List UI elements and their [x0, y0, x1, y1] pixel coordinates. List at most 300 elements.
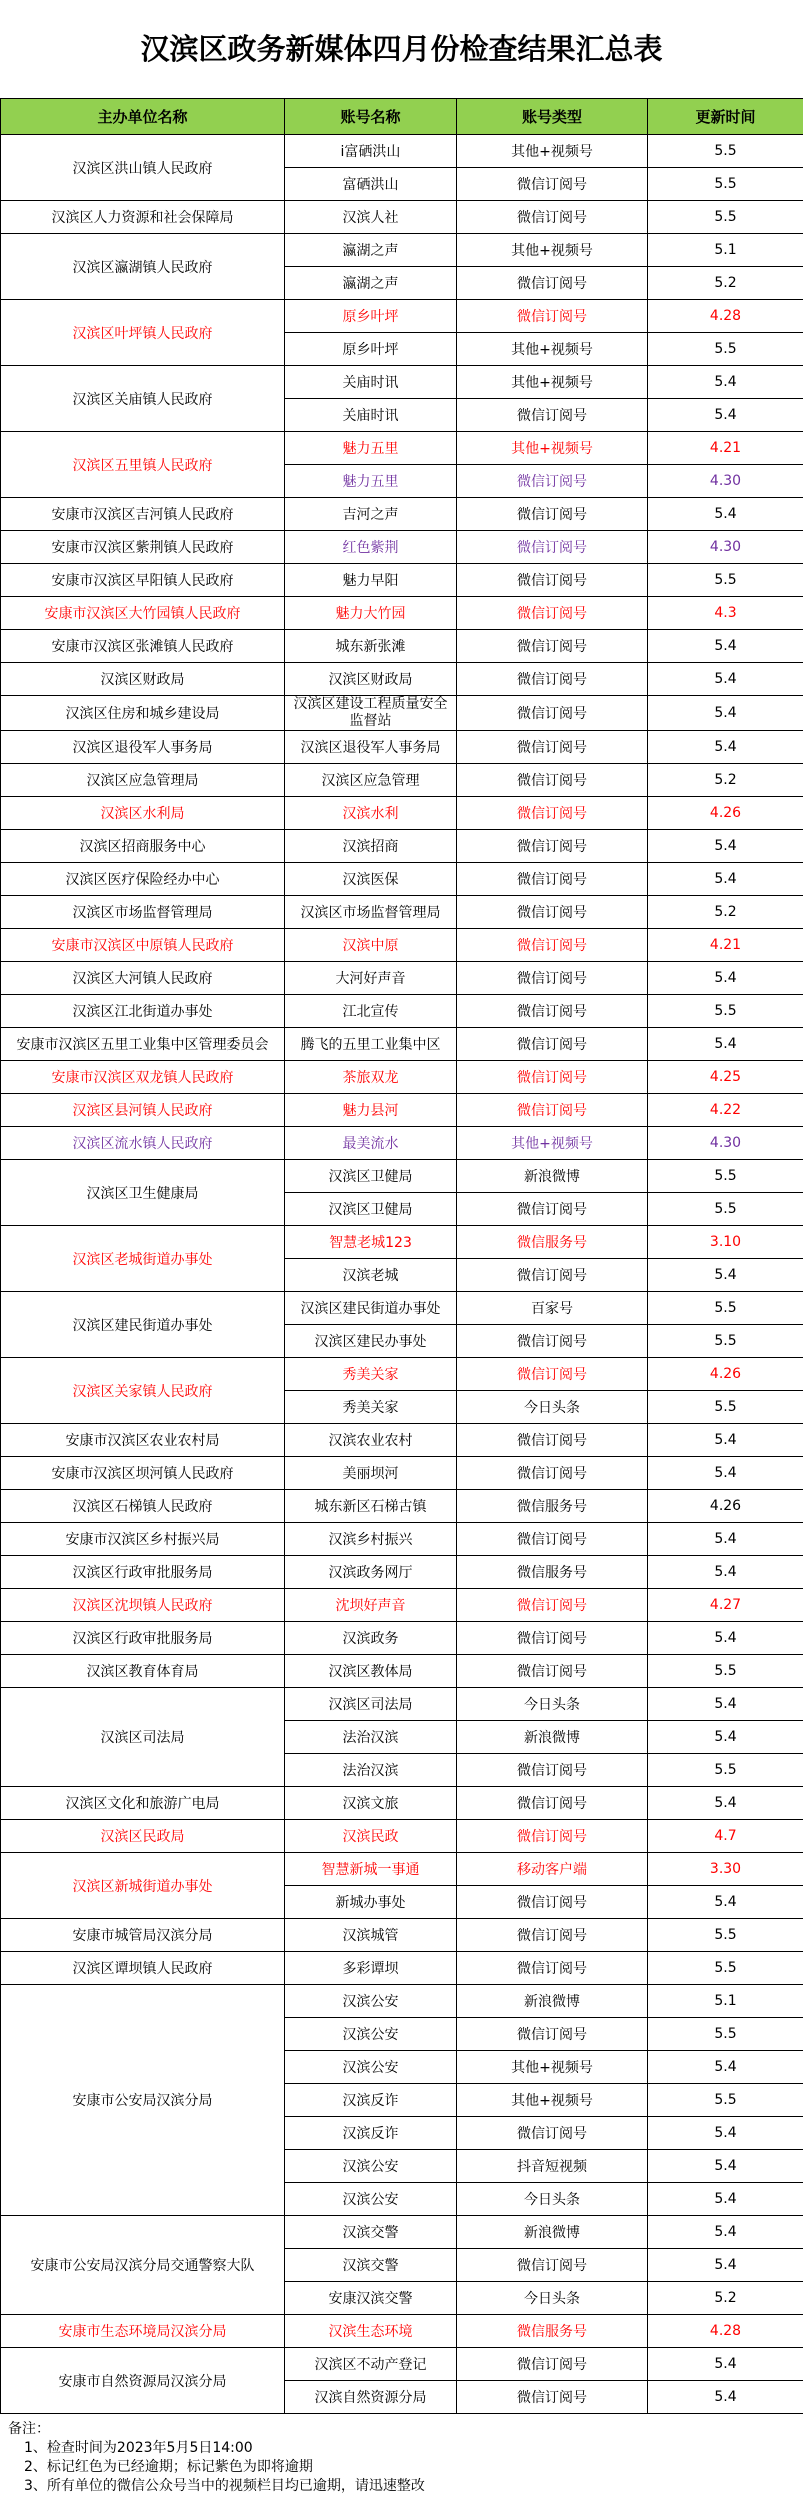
account-cell: 汉滨农业农村	[285, 1424, 457, 1457]
table-row	[1, 300, 803, 333]
time-cell: 5.5	[648, 995, 803, 1028]
unit-cell: 汉滨区应急管理局	[1, 764, 285, 797]
table-row	[1, 1226, 803, 1259]
account-cell: 秀美关家	[285, 1358, 457, 1391]
time-cell: 5.5	[648, 168, 803, 201]
note-item: 3、所有单位的微信公众号当中的视频栏目均已逾期，请迅速整改	[24, 2478, 425, 2494]
account-cell: 汉滨区建民街道办事处	[285, 1292, 457, 1325]
unit-cell: 汉滨区县河镇人民政府	[1, 1094, 285, 1127]
time-cell: 3.30	[648, 1853, 803, 1886]
type-cell: 微信订阅号	[457, 696, 648, 731]
table-row	[1, 1028, 803, 1061]
table-row	[1, 531, 803, 564]
account-cell: 关庙时讯	[285, 399, 457, 432]
account-cell: 汉滨公安	[285, 2018, 457, 2051]
table-row	[1, 1820, 803, 1853]
account-cell: 新城办事处	[285, 1886, 457, 1919]
time-cell: 4.26	[648, 797, 803, 830]
type-cell: 微信订阅号	[457, 2249, 648, 2282]
time-cell: 5.5	[648, 333, 803, 366]
account-cell: 汉滨招商	[285, 830, 457, 863]
type-cell: 微信订阅号	[457, 564, 648, 597]
type-cell: 新浪微博	[457, 1721, 648, 1754]
account-cell: 汉滨区卫健局	[285, 1193, 457, 1226]
time-cell: 4.3	[648, 597, 803, 630]
account-cell: 汉滨生态环境	[285, 2315, 457, 2348]
account-cell: 汉滨人社	[285, 201, 457, 234]
time-cell: 5.1	[648, 1985, 803, 2018]
time-cell: 5.5	[648, 201, 803, 234]
type-cell: 微信订阅号	[457, 2381, 648, 2414]
type-cell: 微信订阅号	[457, 1589, 648, 1622]
account-cell: 汉滨区建设工程质量安全监督站	[285, 696, 457, 731]
type-cell: 微信订阅号	[457, 2117, 648, 2150]
type-cell: 微信订阅号	[457, 731, 648, 764]
account-cell: 汉滨文旅	[285, 1787, 457, 1820]
account-cell: 腾飞的五里工业集中区	[285, 1028, 457, 1061]
account-cell: 魅力五里	[285, 432, 457, 465]
time-cell: 4.25	[648, 1061, 803, 1094]
account-cell: 瀛湖之声	[285, 267, 457, 300]
time-cell: 4.7	[648, 1820, 803, 1853]
type-cell: 微信订阅号	[457, 1061, 648, 1094]
type-cell: 微信订阅号	[457, 797, 648, 830]
time-cell: 5.4	[648, 2249, 803, 2282]
type-cell: 微信订阅号	[457, 1424, 648, 1457]
time-cell: 5.4	[648, 498, 803, 531]
type-cell: 其他+视频号	[457, 1127, 648, 1160]
time-cell: 4.28	[648, 2315, 803, 2348]
account-cell: 汉滨城管	[285, 1919, 457, 1952]
type-cell: 微信订阅号	[457, 1193, 648, 1226]
table-row	[1, 1688, 803, 1721]
type-cell: 微信订阅号	[457, 962, 648, 995]
account-cell: 智慧老城123	[285, 1226, 457, 1259]
unit-cell: 汉滨区文化和旅游广电局	[1, 1787, 285, 1820]
table-row	[1, 2348, 803, 2381]
type-cell: 微信订阅号	[457, 498, 648, 531]
unit-cell: 安康市生态环境局汉滨分局	[1, 2315, 285, 2348]
time-cell: 4.30	[648, 465, 803, 498]
account-cell: 瀛湖之声	[285, 234, 457, 267]
account-cell: 沈坝好声音	[285, 1589, 457, 1622]
account-cell: 汉滨水利	[285, 797, 457, 830]
type-cell: 微信订阅号	[457, 663, 648, 696]
table-row	[1, 1424, 803, 1457]
unit-cell: 汉滨区关家镇人民政府	[1, 1358, 285, 1424]
account-cell: 汉滨区退役军人事务局	[285, 731, 457, 764]
table-row	[1, 797, 803, 830]
time-cell: 5.4	[648, 2183, 803, 2216]
table-row	[1, 564, 803, 597]
time-cell: 5.4	[648, 863, 803, 896]
unit-cell: 安康市汉滨区张滩镇人民政府	[1, 630, 285, 663]
table-row	[1, 830, 803, 863]
account-cell: 原乡叶坪	[285, 333, 457, 366]
header-account: 账号名称	[285, 99, 457, 135]
unit-cell: 安康市汉滨区双龙镇人民政府	[1, 1061, 285, 1094]
account-cell: 汉滨公安	[285, 2150, 457, 2183]
account-cell: 红色紫荆	[285, 531, 457, 564]
unit-cell: 汉滨区招商服务中心	[1, 830, 285, 863]
account-cell: 美丽坝河	[285, 1457, 457, 1490]
type-cell: 微信订阅号	[457, 995, 648, 1028]
time-cell: 5.5	[648, 1391, 803, 1424]
type-cell: 微信订阅号	[457, 1787, 648, 1820]
time-cell: 4.28	[648, 300, 803, 333]
type-cell: 微信订阅号	[457, 929, 648, 962]
unit-cell: 汉滨区行政审批服务局	[1, 1622, 285, 1655]
unit-cell: 汉滨区医疗保险经办中心	[1, 863, 285, 896]
time-cell: 5.5	[648, 1919, 803, 1952]
table-row	[1, 929, 803, 962]
time-cell: 5.5	[648, 1193, 803, 1226]
type-cell: 微信订阅号	[457, 1622, 648, 1655]
table-row	[1, 1094, 803, 1127]
table-row	[1, 498, 803, 531]
time-cell: 5.5	[648, 2018, 803, 2051]
time-cell: 5.5	[648, 2084, 803, 2117]
account-cell: 法治汉滨	[285, 1754, 457, 1787]
type-cell: 今日头条	[457, 1391, 648, 1424]
account-cell: 大河好声音	[285, 962, 457, 995]
table-row	[1, 1292, 803, 1325]
type-cell: 微信订阅号	[457, 863, 648, 896]
account-cell: 魅力县河	[285, 1094, 457, 1127]
type-cell: 新浪微博	[457, 1985, 648, 2018]
time-cell: 5.5	[648, 1952, 803, 1985]
unit-cell: 安康市汉滨区坝河镇人民政府	[1, 1457, 285, 1490]
note-item: 1、检查时间为2023年5月5日14:00	[24, 2440, 253, 2456]
time-cell: 5.4	[648, 1028, 803, 1061]
time-cell: 5.2	[648, 267, 803, 300]
time-cell: 4.30	[648, 1127, 803, 1160]
type-cell: 其他+视频号	[457, 366, 648, 399]
type-cell: 微信订阅号	[457, 399, 648, 432]
account-cell: 汉滨老城	[285, 1259, 457, 1292]
table-row	[1, 201, 803, 234]
account-cell: 吉河之声	[285, 498, 457, 531]
time-cell: 4.21	[648, 929, 803, 962]
table-row	[1, 1655, 803, 1688]
unit-cell: 汉滨区沈坝镇人民政府	[1, 1589, 285, 1622]
notes	[0, 2414, 803, 2502]
type-cell: 其他+视频号	[457, 135, 648, 168]
account-cell: 关庙时讯	[285, 366, 457, 399]
unit-cell: 汉滨区流水镇人民政府	[1, 1127, 285, 1160]
time-cell: 5.2	[648, 764, 803, 797]
header-row	[1, 99, 803, 135]
time-cell: 5.5	[648, 135, 803, 168]
time-cell: 5.4	[648, 1721, 803, 1754]
type-cell: 微信订阅号	[457, 1259, 648, 1292]
type-cell: 微信订阅号	[457, 1523, 648, 1556]
time-cell: 5.4	[648, 696, 803, 731]
note-item: 2、标记红色为已经逾期；标记紫色为即将逾期	[24, 2459, 313, 2475]
unit-cell: 汉滨区住房和城乡建设局	[1, 696, 285, 731]
table-row	[1, 432, 803, 465]
unit-cell: 汉滨区五里镇人民政府	[1, 432, 285, 498]
account-cell: 汉滨区应急管理	[285, 764, 457, 797]
account-cell: 汉滨区建民办事处	[285, 1325, 457, 1358]
type-cell: 微信订阅号	[457, 1094, 648, 1127]
time-cell: 5.4	[648, 2117, 803, 2150]
type-cell: 微信订阅号	[457, 1754, 648, 1787]
account-cell: 汉滨公安	[285, 1985, 457, 2018]
time-cell: 5.4	[648, 2216, 803, 2249]
table-row	[1, 896, 803, 929]
type-cell: 微信服务号	[457, 1490, 648, 1523]
type-cell: 微信订阅号	[457, 1358, 648, 1391]
unit-cell: 安康市汉滨区紫荆镇人民政府	[1, 531, 285, 564]
table-row	[1, 597, 803, 630]
account-cell: 汉滨政务网厅	[285, 1556, 457, 1589]
time-cell: 5.4	[648, 366, 803, 399]
time-cell: 5.4	[648, 1886, 803, 1919]
time-cell: 5.2	[648, 2282, 803, 2315]
account-cell: 茶旅双龙	[285, 1061, 457, 1094]
table-row	[1, 1457, 803, 1490]
time-cell: 4.30	[648, 531, 803, 564]
header-unit: 主办单位名称	[1, 99, 285, 135]
unit-cell: 安康市自然资源局汉滨分局	[1, 2348, 285, 2414]
unit-cell: 安康市汉滨区农业农村局	[1, 1424, 285, 1457]
account-cell: 汉滨医保	[285, 863, 457, 896]
unit-cell: 汉滨区教育体育局	[1, 1655, 285, 1688]
account-cell: 汉滨区财政局	[285, 663, 457, 696]
unit-cell: 汉滨区司法局	[1, 1688, 285, 1787]
unit-cell: 安康市汉滨区乡村振兴局	[1, 1523, 285, 1556]
account-cell: 秀美关家	[285, 1391, 457, 1424]
account-cell: 汉滨交警	[285, 2216, 457, 2249]
table-row	[1, 1490, 803, 1523]
unit-cell: 安康市汉滨区吉河镇人民政府	[1, 498, 285, 531]
account-cell: 富硒洪山	[285, 168, 457, 201]
account-cell: 汉滨中原	[285, 929, 457, 962]
table-row	[1, 1589, 803, 1622]
table-row	[1, 1622, 803, 1655]
unit-cell: 汉滨区水利局	[1, 797, 285, 830]
unit-cell: 安康市公安局汉滨分局	[1, 1985, 285, 2216]
type-cell: 今日头条	[457, 2282, 648, 2315]
time-cell: 5.4	[648, 1424, 803, 1457]
table-row	[1, 731, 803, 764]
table-row	[1, 1952, 803, 1985]
type-cell: 微信订阅号	[457, 1919, 648, 1952]
time-cell: 5.5	[648, 1655, 803, 1688]
account-cell: 魅力五里	[285, 465, 457, 498]
unit-cell: 汉滨区大河镇人民政府	[1, 962, 285, 995]
time-cell: 5.5	[648, 1754, 803, 1787]
time-cell: 4.26	[648, 1358, 803, 1391]
type-cell: 微信订阅号	[457, 597, 648, 630]
account-cell: 汉滨区司法局	[285, 1688, 457, 1721]
table-row	[1, 1919, 803, 1952]
account-cell: 汉滨政务	[285, 1622, 457, 1655]
time-cell: 5.4	[648, 399, 803, 432]
type-cell: 百家号	[457, 1292, 648, 1325]
account-cell: 汉滨区市场监督管理局	[285, 896, 457, 929]
type-cell: 微信服务号	[457, 1556, 648, 1589]
table-row	[1, 234, 803, 267]
table-row	[1, 2216, 803, 2249]
notes-label: 备注：	[8, 2421, 50, 2437]
table-header	[1, 99, 803, 135]
time-cell: 4.26	[648, 1490, 803, 1523]
unit-cell: 汉滨区关庙镇人民政府	[1, 366, 285, 432]
unit-cell: 汉滨区人力资源和社会保障局	[1, 201, 285, 234]
time-cell: 5.4	[648, 2381, 803, 2414]
unit-cell: 安康市城管局汉滨分局	[1, 1919, 285, 1952]
table-row	[1, 696, 803, 731]
time-cell: 5.4	[648, 2348, 803, 2381]
type-cell: 微信订阅号	[457, 896, 648, 929]
type-cell: 微信订阅号	[457, 2348, 648, 2381]
time-cell: 4.22	[648, 1094, 803, 1127]
unit-cell: 汉滨区行政审批服务局	[1, 1556, 285, 1589]
account-cell: 法治汉滨	[285, 1721, 457, 1754]
unit-cell: 汉滨区退役军人事务局	[1, 731, 285, 764]
unit-cell: 汉滨区新城街道办事处	[1, 1853, 285, 1919]
time-cell: 5.4	[648, 1523, 803, 1556]
time-cell: 5.4	[648, 962, 803, 995]
header-type: 账号类型	[457, 99, 648, 135]
table-row	[1, 1556, 803, 1589]
time-cell: 5.4	[648, 1457, 803, 1490]
unit-cell: 安康市汉滨区五里工业集中区管理委员会	[1, 1028, 285, 1061]
time-cell: 5.2	[648, 896, 803, 929]
type-cell: 其他+视频号	[457, 2084, 648, 2117]
unit-cell: 汉滨区财政局	[1, 663, 285, 696]
table-row	[1, 962, 803, 995]
account-cell: 智慧新城一事通	[285, 1853, 457, 1886]
account-cell: 汉滨自然资源分局	[285, 2381, 457, 2414]
account-cell: 汉滨区不动产登记	[285, 2348, 457, 2381]
time-cell: 4.21	[648, 432, 803, 465]
table-row	[1, 1523, 803, 1556]
type-cell: 微信订阅号	[457, 1886, 648, 1919]
type-cell: 抖音短视频	[457, 2150, 648, 2183]
table-row	[1, 1853, 803, 1886]
type-cell: 微信订阅号	[457, 267, 648, 300]
type-cell: 微信订阅号	[457, 1655, 648, 1688]
unit-cell: 汉滨区卫生健康局	[1, 1160, 285, 1226]
time-cell: 5.5	[648, 564, 803, 597]
time-cell: 5.4	[648, 1556, 803, 1589]
type-cell: 微信订阅号	[457, 1952, 648, 1985]
type-cell: 微信订阅号	[457, 1457, 648, 1490]
account-cell: 最美流水	[285, 1127, 457, 1160]
table-row	[1, 995, 803, 1028]
time-cell: 5.4	[648, 830, 803, 863]
table-row	[1, 663, 803, 696]
unit-cell: 汉滨区江北街道办事处	[1, 995, 285, 1028]
unit-cell: 汉滨区叶坪镇人民政府	[1, 300, 285, 366]
type-cell: 微信订阅号	[457, 1820, 648, 1853]
account-cell: i富硒洪山	[285, 135, 457, 168]
type-cell: 新浪微博	[457, 1160, 648, 1193]
time-cell: 5.4	[648, 1688, 803, 1721]
table-row	[1, 135, 803, 168]
header-time: 更新时间	[648, 99, 803, 135]
time-cell: 5.5	[648, 1292, 803, 1325]
account-cell: 安康汉滨交警	[285, 2282, 457, 2315]
account-cell: 江北宣传	[285, 995, 457, 1028]
table-row	[1, 863, 803, 896]
unit-cell: 汉滨区石梯镇人民政府	[1, 1490, 285, 1523]
unit-cell: 汉滨区市场监督管理局	[1, 896, 285, 929]
type-cell: 微信订阅号	[457, 1325, 648, 1358]
type-cell: 微信订阅号	[457, 201, 648, 234]
time-cell: 5.4	[648, 1259, 803, 1292]
table-row	[1, 1985, 803, 2018]
account-cell: 汉滨区教体局	[285, 1655, 457, 1688]
type-cell: 今日头条	[457, 1688, 648, 1721]
summary-table	[0, 98, 803, 2414]
table-row	[1, 2315, 803, 2348]
table-row	[1, 1787, 803, 1820]
account-cell: 汉滨交警	[285, 2249, 457, 2282]
type-cell: 微信订阅号	[457, 2018, 648, 2051]
account-cell: 汉滨民政	[285, 1820, 457, 1853]
time-cell: 4.27	[648, 1589, 803, 1622]
time-cell: 5.4	[648, 1622, 803, 1655]
unit-cell: 安康市汉滨区大竹园镇人民政府	[1, 597, 285, 630]
page-title: 汉滨区政务新媒体四月份检查结果汇总表	[140, 32, 663, 66]
account-cell: 汉滨反诈	[285, 2117, 457, 2150]
account-cell: 城东新张滩	[285, 630, 457, 663]
unit-cell: 汉滨区民政局	[1, 1820, 285, 1853]
type-cell: 微信订阅号	[457, 830, 648, 863]
table-row	[1, 1127, 803, 1160]
time-cell: 5.4	[648, 630, 803, 663]
account-cell: 汉滨反诈	[285, 2084, 457, 2117]
type-cell: 微信订阅号	[457, 630, 648, 663]
type-cell: 微信服务号	[457, 2315, 648, 2348]
type-cell: 其他+视频号	[457, 2051, 648, 2084]
table-body	[1, 135, 803, 2414]
account-cell: 魅力大竹园	[285, 597, 457, 630]
time-cell: 5.4	[648, 663, 803, 696]
table-row	[1, 1358, 803, 1391]
unit-cell: 汉滨区瀛湖镇人民政府	[1, 234, 285, 300]
type-cell: 微信订阅号	[457, 168, 648, 201]
type-cell: 今日头条	[457, 2183, 648, 2216]
table-row	[1, 1160, 803, 1193]
time-cell: 5.4	[648, 1787, 803, 1820]
table-row	[1, 1061, 803, 1094]
table-row	[1, 630, 803, 663]
time-cell: 5.5	[648, 1160, 803, 1193]
time-cell: 5.4	[648, 2150, 803, 2183]
unit-cell: 汉滨区洪山镇人民政府	[1, 135, 285, 201]
time-cell: 5.4	[648, 2051, 803, 2084]
type-cell: 微信订阅号	[457, 465, 648, 498]
account-cell: 汉滨区卫健局	[285, 1160, 457, 1193]
time-cell: 5.1	[648, 234, 803, 267]
unit-cell: 汉滨区建民街道办事处	[1, 1292, 285, 1358]
type-cell: 移动客户端	[457, 1853, 648, 1886]
time-cell: 5.5	[648, 1325, 803, 1358]
unit-cell: 汉滨区谭坝镇人民政府	[1, 1952, 285, 1985]
unit-cell: 安康市汉滨区早阳镇人民政府	[1, 564, 285, 597]
type-cell: 其他+视频号	[457, 234, 648, 267]
unit-cell: 汉滨区老城街道办事处	[1, 1226, 285, 1292]
account-cell: 原乡叶坪	[285, 300, 457, 333]
time-cell: 3.10	[648, 1226, 803, 1259]
type-cell: 微信订阅号	[457, 531, 648, 564]
account-cell: 多彩谭坝	[285, 1952, 457, 1985]
